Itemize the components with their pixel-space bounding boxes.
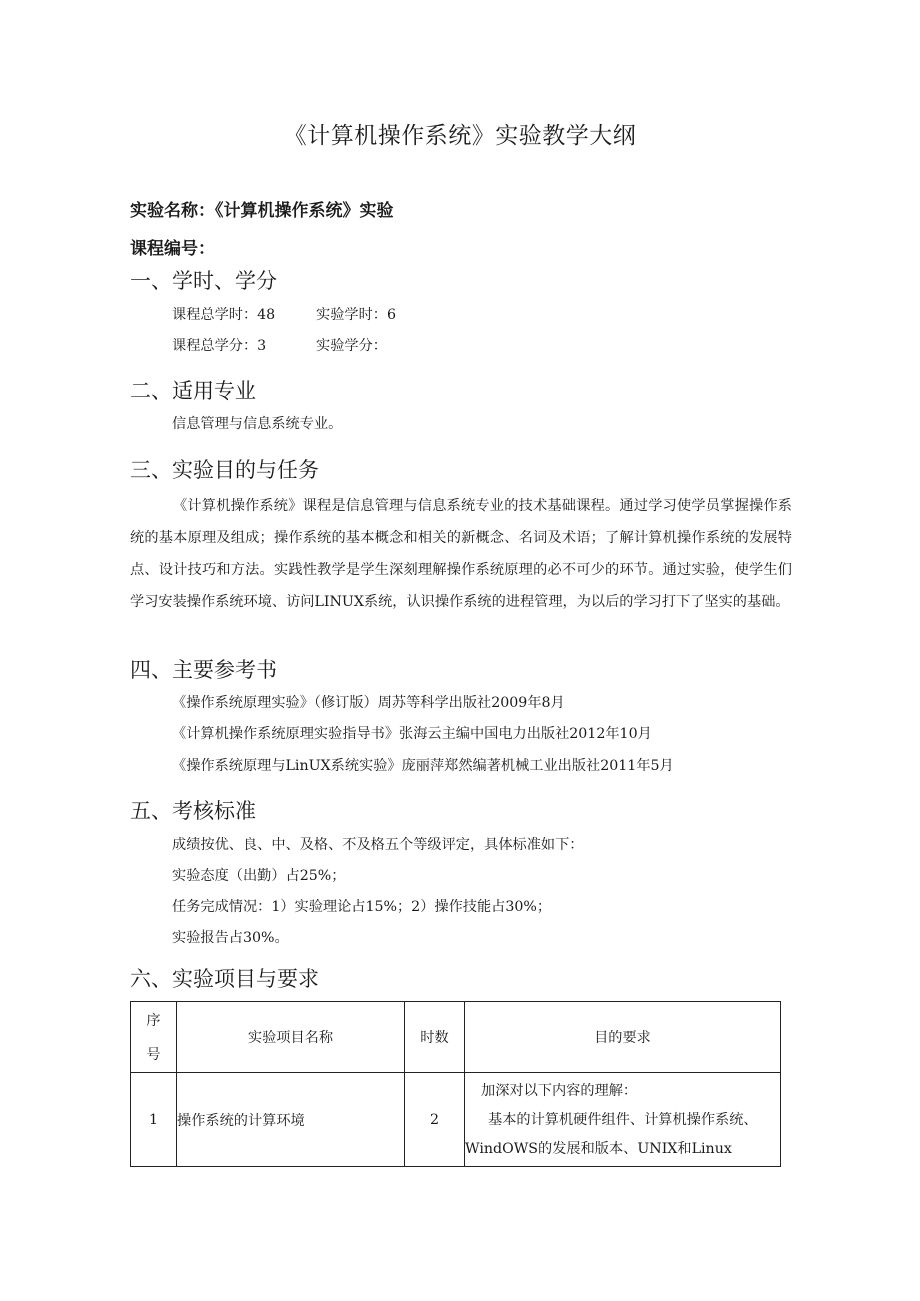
lab-credits: 实验学分： — [316, 338, 387, 354]
assessment-line: 实验态度（出勤）占25%； — [172, 868, 346, 884]
assessment-line: 实验报告占30%。 — [172, 930, 289, 946]
reference-book: 《操作系统原理实验》（修订版）周苏等科学出版社2009年8月 — [172, 695, 565, 711]
header-hours: 时数 — [405, 1002, 465, 1073]
document-title: 《计算机操作系统》实验教学大纲 — [283, 123, 637, 149]
row-goal — [465, 1073, 781, 1167]
header-seq-bottom: 号 — [146, 1047, 161, 1063]
reference-book: 《计算机操作系统原理实验指导书》张海云主编中国电力出版社2012年10月 — [172, 726, 652, 742]
goal-line: 基本的计算机硬件组件、计算机操作系统、 — [488, 1112, 758, 1128]
header-seq — [131, 1002, 177, 1073]
assessment-line: 任务完成情况：1）实验理论占15%；2）操作技能占30%； — [172, 899, 552, 915]
section-heading-assessment: 五、考核标准 — [130, 799, 256, 823]
lab-hours: 实验学时：6 — [316, 307, 396, 323]
section-heading-hours-credits: 一、学时、学分 — [130, 269, 277, 293]
table-row — [131, 1073, 781, 1167]
row-hours: 2 — [405, 1073, 465, 1167]
major-text: 信息管理与信息系统专业。 — [172, 416, 343, 432]
row-seq: 1 — [131, 1073, 177, 1167]
experiment-table — [130, 1001, 781, 1167]
row-name: 操作系统的计算环境 — [177, 1073, 405, 1167]
header-seq-top: 序 — [146, 1013, 161, 1029]
goal-line: WindOWS的发展和版本、UNIX和Linux — [465, 1141, 732, 1157]
section-heading-major: 二、适用专业 — [130, 379, 256, 403]
purpose-paragraph: 《计算机操作系统》课程是信息管理与信息系统专业的技术基础课程。通过学习使学员掌握操作系统的基本原理及组成；操作系统的基本概念和相关的新概念、名词及术语；了解计算机操作系统的发展特点、设计技巧和方法。实践性教学是学生深刻理解操作系统原理的必不可少的环节。通过实验，使学生们学习安装操作系统环境、访问LINUX系统，认识操作系统的进程管理，为以后的学习打下了坚实的基础。 — [130, 498, 792, 610]
section-heading-projects: 六、实验项目与要求 — [130, 967, 319, 991]
header-goal: 目的要求 — [465, 1002, 781, 1073]
section-heading-references: 四、主要参考书 — [130, 658, 277, 682]
total-hours: 课程总学时：48 — [172, 307, 276, 323]
total-credits: 课程总学分：3 — [172, 338, 267, 354]
assessment-line: 成绩按优、良、中、及格、不及格五个等级评定，具体标准如下： — [172, 837, 584, 853]
section-heading-purpose: 三、实验目的与任务 — [130, 458, 319, 482]
experiment-name: 实验名称：《计算机操作系统》实验 — [130, 201, 394, 221]
goal-line: 加深对以下内容的理解： — [481, 1083, 638, 1099]
header-name: 实验项目名称 — [177, 1002, 405, 1073]
reference-book: 《操作系统原理与LinUX系统实验》庞丽萍郑然编著机械工业出版社2011年5月 — [172, 758, 674, 774]
course-code: 课程编号： — [130, 239, 215, 259]
table-header-row — [131, 1002, 781, 1073]
